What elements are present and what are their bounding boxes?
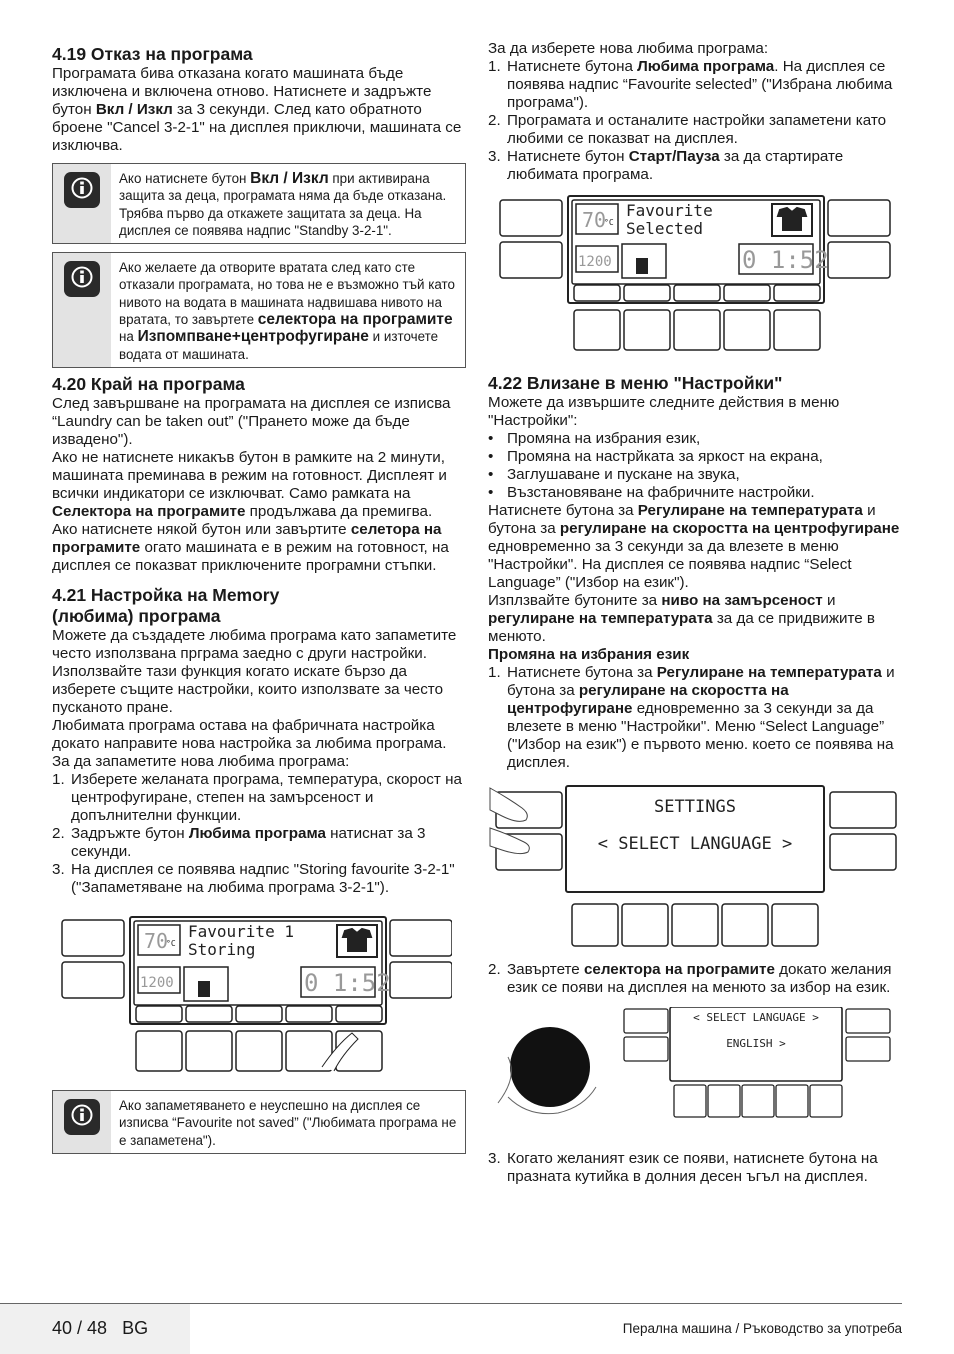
svg-text:SETTINGS: SETTINGS bbox=[654, 797, 736, 817]
list-item: 1. Натиснете бутона Любима програма. На дисплея се появява надпис “Favourite selected” ("Избрана любима програма"). bbox=[488, 58, 893, 111]
page-number: 40 / 48 BG bbox=[52, 1318, 149, 1338]
section-4-22-p1: Можете да извършите следните действия в меню "Настройки": bbox=[488, 394, 840, 429]
list-item: 2. Завъртете селектора на програмите докато желания език се появи на дисплея на менюто за избор на език. bbox=[488, 961, 892, 996]
list-item: 3. На дисплея се появява надпис "Storing favourite 3-2-1" ("Запаметяване на любима програма 3-2-1"). bbox=[52, 860, 455, 896]
svg-text:Selected: Selected bbox=[626, 219, 704, 238]
info-icon bbox=[53, 1091, 111, 1153]
svg-text:1200: 1200 bbox=[578, 254, 612, 270]
change-language-steps-1 bbox=[488, 664, 904, 772]
left-column bbox=[52, 40, 466, 1160]
footer-divider bbox=[0, 1303, 902, 1304]
select-favourite-steps bbox=[488, 58, 904, 184]
section-4-21-p1: Можете да създадете любима програма като запаметите често използвана пргрaма заедно с други настройки. Използвайте тази функция когато искате бързо да изберете същите настройки, които използвате за често пусканото пране. bbox=[52, 626, 457, 716]
list-item: • Заглушаване и пускане на звука, bbox=[488, 466, 740, 483]
store-favourite-steps bbox=[52, 771, 466, 897]
section-4-20-p3: Ако натиснете някой бутон или завъртите селетора на програмите огато машината е в режим на готовност, на дисплея се показват приключените програмни стъпки. bbox=[52, 520, 449, 574]
svg-text:< SELECT LANGUAGE >: < SELECT LANGUAGE > bbox=[693, 1011, 819, 1024]
display-illustration-settings bbox=[488, 784, 904, 953]
svg-text:< SELECT LANGUAGE >: < SELECT LANGUAGE > bbox=[597, 834, 793, 854]
change-language-subtitle: Промяна на избрания език bbox=[488, 646, 690, 663]
footer-title: Перална машина / Ръководство за употреба bbox=[622, 1321, 902, 1336]
info-text: Ако запаметяването е неуспешно на дисплея се изписва “Favourite not saved” ("Любимата програма не е запаметена"). bbox=[119, 1097, 457, 1148]
list-item: 2. Програмата и останалите настройки запаметени като любими се показват на дисплея. bbox=[488, 112, 887, 147]
info-box-child-lock bbox=[52, 163, 466, 244]
svg-text:ENGLISH >: ENGLISH > bbox=[726, 1037, 786, 1050]
list-item: • Промяна на настрйката за яркост на екрана, bbox=[488, 448, 823, 465]
svg-text:Favourite: Favourite bbox=[626, 201, 713, 220]
svg-text:°C: °C bbox=[166, 938, 176, 948]
svg-text:1200: 1200 bbox=[140, 974, 174, 991]
section-4-22-p2: Натиснете бутона за Регулиране на температурата и бутона за регулиране на скоростта на центрофугиране едновременно за 3 секунди за да влезете в меню "Настройки". На дисплея се появява надпис “Select Language” ("Избор на език"). bbox=[488, 502, 900, 591]
list-item: • Възстановяване на фабричните настройки. bbox=[488, 484, 815, 501]
info-text: Ако натиснете бутон Вкл / Изкл при активирана защита за деца, програмата няма да бъде отказана. Трябва първо да откажете защитата за деца. На дисплея се появява надпис "Standby 3-2-1". bbox=[119, 170, 447, 238]
list-item: • Промяна на избрания език, bbox=[488, 430, 701, 447]
list-item: 1. Изберете желаната програма, температура, скорост на центрофугиране, степен на замърсеност и допълнителни функции. bbox=[52, 770, 462, 824]
change-language-steps-3 bbox=[488, 1150, 904, 1186]
svg-text:0 1:52: 0 1:52 bbox=[304, 968, 391, 997]
info-box-not-saved bbox=[52, 1090, 466, 1154]
section-4-21-title: 4.21 Настройка на Memory (любима) програма bbox=[52, 584, 280, 626]
program-selector-knob-icon bbox=[498, 1027, 596, 1114]
section-4-20-p2: Ако не натиснете никакъв бутон в рамките на 2 минути, машината преминава в режим на готовност. Дисплеят и всички индикатори се изключват. Само рамката на Селектора на програмите продължава да премигва. bbox=[52, 448, 447, 520]
info-icon bbox=[53, 164, 111, 243]
section-4-20-title: 4.20 Край на програма bbox=[52, 373, 245, 394]
shirt-icon bbox=[337, 925, 377, 957]
svg-text:Favourite 1: Favourite 1 bbox=[188, 921, 294, 941]
finger-icon bbox=[322, 1033, 358, 1071]
display-illustration-storing bbox=[52, 915, 466, 1080]
section-4-21-p3: За да запаметите нова любима програма: bbox=[52, 752, 350, 770]
section-4-19-text: Програмата бива отказана когато машината бъде изключена и включена отново. Натиснете и задръжте бутон Вкл / Изкл за 3 секунди. След като обратното броене "Cancel 3-2-1" на дисплея приключи, машината се изключва. bbox=[52, 65, 462, 154]
list-item: 3. Когато желаният език се появи, натиснете бутона на празната кутийка в долния десен ъгъл на дисплея. bbox=[488, 1150, 878, 1185]
settings-actions-list bbox=[488, 430, 904, 502]
svg-text:0 1:52: 0 1:52 bbox=[742, 246, 829, 274]
shirt-icon bbox=[772, 204, 812, 236]
right-column bbox=[488, 40, 904, 1186]
section-4-22-title: 4.22 Влизане в меню "Настройки" bbox=[488, 373, 783, 393]
svg-text:°C: °C bbox=[604, 218, 614, 227]
section-4-21-p2: Любимата програма остава на фабричната настройка докато направите нова настройка за любима програма. bbox=[52, 716, 447, 752]
info-box-door bbox=[52, 252, 466, 368]
display-illustration-selected bbox=[488, 194, 904, 359]
change-language-steps-2 bbox=[488, 961, 904, 997]
section-4-19-title: 4.19 Отказ на програма bbox=[52, 44, 253, 64]
info-text: Ако желаете да отворите вратата след като сте отказали програмата, но това не е възможно тъй като нивото на водата в машината надвишава нивото на вратата, то завъртете селектора на програмите на Изпомпване+центрофугиране и източете водата от машината. bbox=[119, 260, 455, 362]
section-4-22-p3: Изплзвайте бутоните за ниво на замърсеност и регулиране на температурата за да се придвижите в менюто. bbox=[488, 592, 875, 645]
svg-text:70: 70 bbox=[582, 208, 607, 232]
info-icon bbox=[53, 253, 111, 367]
svg-text:Storing: Storing bbox=[188, 939, 256, 959]
list-item: 3. Натиснете бутон Старт/Пауза за да стартирате любимата програма. bbox=[488, 148, 844, 183]
svg-text:70: 70 bbox=[144, 928, 169, 953]
list-item: 1. Натиснете бутона за Регулиране на температурата и бутона за регулиране на скоростта на центрофугиране едновременно за 3 секунди за да влезете в меню "Настройки". Меню “Select Language” ("Избор на език") е първото меню. което се появява на дисплея. bbox=[488, 664, 895, 771]
list-item: 2. Задръжте бутон Любима програма натиснат за 3 секунди. bbox=[52, 824, 426, 860]
section-4-20-p1: След завършване на програмата на дисплея се изписва “Laundry can be taken out” ("Прането може да бъде извадено"). bbox=[52, 394, 451, 448]
display-illustration-language bbox=[488, 1007, 904, 1142]
select-favourite-intro: За да изберете нова любима програма: bbox=[488, 40, 769, 57]
